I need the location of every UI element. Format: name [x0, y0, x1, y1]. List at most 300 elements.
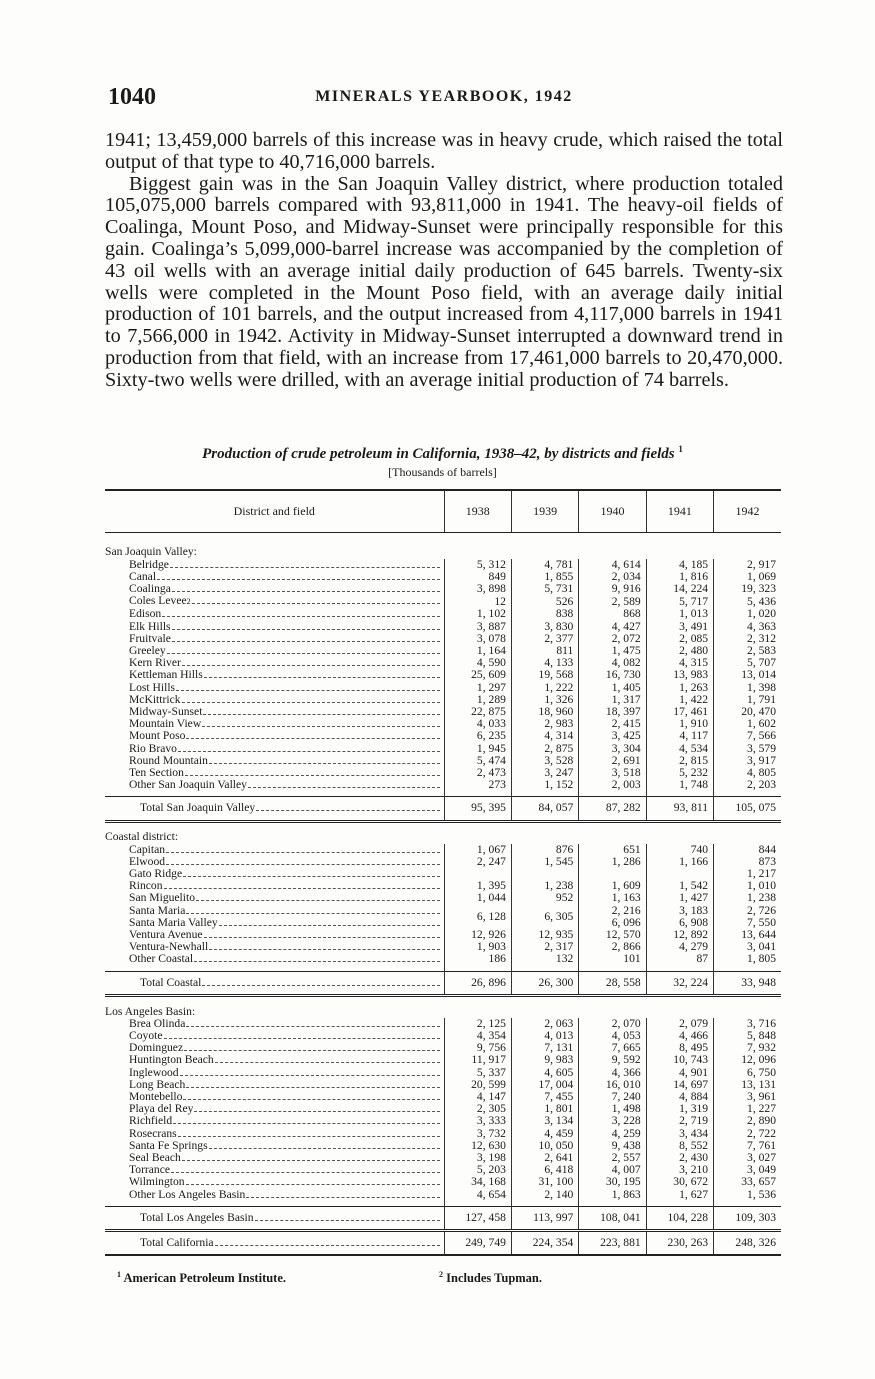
value-cell: 3, 041 — [714, 941, 781, 953]
dot-leader — [173, 1123, 439, 1124]
value-cell: 14, 224 — [646, 583, 713, 595]
subtotal-row — [105, 1206, 781, 1230]
row-label — [105, 1140, 444, 1152]
value-cell: 3, 210 — [646, 1164, 713, 1176]
value-cell: 25, 609 — [444, 669, 511, 681]
field-name: Canal — [129, 570, 157, 583]
value-cell: 18, 960 — [511, 706, 578, 718]
value-cell: 132 — [511, 953, 578, 971]
row-label — [105, 608, 444, 620]
value-cell: 2, 583 — [714, 645, 781, 657]
row-label-inner — [140, 1212, 444, 1224]
value-cell: 3, 830 — [511, 621, 578, 633]
value-cell: 4, 427 — [579, 621, 646, 633]
row-label-inner — [129, 657, 444, 669]
value-cell: 10, 050 — [511, 1140, 578, 1152]
value-cell: 1, 805 — [714, 953, 781, 971]
value-cell: 1, 791 — [714, 694, 781, 706]
grand-total-cell: 223, 881 — [579, 1231, 646, 1256]
dot-leader — [178, 1136, 440, 1137]
grand-total-row — [105, 1231, 781, 1256]
row-label-inner — [129, 718, 444, 730]
dot-leader — [157, 579, 439, 580]
value-cell: 873 — [714, 856, 781, 868]
dot-leader — [246, 1197, 439, 1198]
field-name: Belridge — [129, 558, 169, 571]
value-cell: 4, 007 — [579, 1164, 646, 1176]
footnote-mark: 2 — [439, 1270, 443, 1279]
value-cell: 7, 932 — [714, 1042, 781, 1054]
value-cell: 4, 053 — [579, 1030, 646, 1042]
value-cell: 22, 875 — [444, 706, 511, 718]
table-row — [105, 941, 781, 953]
value-cell: 87 — [646, 953, 713, 971]
row-label — [105, 844, 444, 856]
row-label-inner — [129, 880, 444, 892]
table-row — [105, 953, 781, 971]
dot-leader — [186, 738, 439, 739]
value-cell: 7, 240 — [579, 1091, 646, 1103]
row-label-inner — [129, 621, 444, 633]
dot-leader — [184, 1050, 439, 1051]
value-cell: 4, 259 — [579, 1128, 646, 1140]
value-cell: 9, 592 — [579, 1054, 646, 1066]
value-cell: 3, 049 — [714, 1164, 781, 1176]
paragraph-2: Biggest gain was in the San Joaquin Valley district, where production totaled 105,075,000 barrels compared with 93,811,000 in 1941. The heavy-oil fields of Coalinga, Mount Poso, and Midway-Sunset were principally responsible for this gain. Coalinga’s 5,099,000-barrel increase was accompanied by the completion of 43 oil wells with an average initial daily production of 645 barrels. Twenty-six wells were completed in the Mount Poso field, with an average daily initial production of 101 barrels, and the output increased from 4,117,000 barrels in 1941 to 7,566,000 in 1942. Activity in Midway-Sunset interrupted a downward trend in production from that field, with an increase from 17,461,000 barrels to 20,470,000. Sixty-two wells were drilled, with an average initial production of 74 barrels. — [105, 172, 783, 391]
group-title: San Joaquin Valley: — [105, 545, 197, 559]
row-label-inner — [129, 1018, 444, 1030]
value-cell: 2, 203 — [714, 779, 781, 797]
page-number: 1040 — [108, 84, 156, 110]
value-cell: 1, 945 — [444, 743, 511, 755]
field-name: Long Beach — [129, 1078, 186, 1091]
value-cell: 33, 657 — [714, 1176, 781, 1188]
table-row — [105, 1128, 781, 1140]
value-cell: 4, 805 — [714, 767, 781, 779]
value-cell: 1, 238 — [511, 880, 578, 892]
value-cell: 1, 163 — [579, 892, 646, 904]
row-label — [105, 868, 444, 880]
value-cell: 2, 726 — [714, 905, 781, 917]
value-cell: 7, 550 — [714, 917, 781, 929]
row-label-inner — [129, 1103, 444, 1115]
value-cell: 13, 131 — [714, 1079, 781, 1091]
value-cell: 1, 286 — [579, 856, 646, 868]
subtotal-cell: 33, 948 — [714, 971, 781, 995]
footnote-text: American Petroleum Institute. — [123, 1271, 287, 1286]
dot-leader — [209, 1148, 440, 1149]
value-cell: 1, 427 — [646, 892, 713, 904]
value-cell: 2, 072 — [579, 633, 646, 645]
value-cell: 868 — [579, 608, 646, 620]
row-label-inner — [129, 645, 444, 657]
value-cell: 1, 289 — [444, 694, 511, 706]
dot-leader — [182, 665, 440, 666]
grand-total-cell: 248, 326 — [714, 1231, 781, 1256]
row-label-inner — [129, 682, 444, 694]
value-cell: 4, 033 — [444, 718, 511, 730]
value-cell: 1, 297 — [444, 682, 511, 694]
dot-leader — [172, 591, 440, 592]
field-name: Total San Joaquin Valley — [140, 802, 256, 815]
row-label — [105, 1103, 444, 1115]
dot-leader — [176, 690, 439, 691]
value-cell: 12, 570 — [579, 929, 646, 941]
value-cell: 2, 480 — [646, 645, 713, 657]
row-label — [105, 1189, 444, 1207]
row-label-inner — [129, 905, 444, 917]
value-cell: 1, 326 — [511, 694, 578, 706]
value-cell: 1, 013 — [646, 608, 713, 620]
value-cell: 12, 892 — [646, 929, 713, 941]
grand-total-cell: 249, 749 — [444, 1231, 511, 1256]
row-label-inner — [129, 608, 444, 620]
value-cell: 2, 247 — [444, 856, 511, 868]
value-cell: 2, 691 — [579, 755, 646, 767]
table-row — [105, 905, 781, 917]
value-cell: 12, 935 — [511, 929, 578, 941]
value-cell: 4, 614 — [579, 559, 646, 571]
dot-leader — [219, 925, 440, 926]
value-cell: 7, 761 — [714, 1140, 781, 1152]
field-name: Torrance — [129, 1164, 171, 1177]
field-name: Total Coastal — [140, 976, 202, 989]
row-label — [105, 1067, 444, 1079]
dot-leader — [186, 1026, 439, 1027]
value-cell: 19, 568 — [511, 669, 578, 681]
value-cell: 17, 004 — [511, 1079, 578, 1091]
value-cell: 7, 131 — [511, 1042, 578, 1054]
field-name: Santa Maria — [129, 904, 186, 917]
value-cell: 5, 717 — [646, 595, 713, 608]
dot-leader — [185, 775, 440, 776]
row-label — [105, 1152, 444, 1164]
value-cell: 1, 238 — [714, 892, 781, 904]
row-label-inner — [129, 706, 444, 718]
field-name: Edison — [129, 608, 162, 621]
row-label-inner — [129, 1140, 444, 1152]
row-label-inner — [129, 1030, 444, 1042]
value-cell: 12, 630 — [444, 1140, 511, 1152]
subtotal-cell: 109, 303 — [714, 1206, 781, 1230]
field-name: Lost Hills — [129, 681, 176, 694]
value-cell: 1, 627 — [646, 1189, 713, 1207]
dot-leader — [248, 787, 440, 788]
row-label-inner — [129, 1189, 444, 1201]
field-name: Greeley — [129, 644, 166, 657]
value-cell: 4, 117 — [646, 730, 713, 742]
production-table — [105, 489, 781, 1256]
table-row — [105, 1189, 781, 1207]
dot-leader — [196, 900, 439, 901]
field-name: McKittrick — [129, 693, 181, 706]
value-cell: 3, 716 — [714, 1018, 781, 1030]
subtotal-cell: 104, 228 — [646, 1206, 713, 1230]
field-name: Dominguez — [129, 1042, 184, 1055]
value-cell: 3, 183 — [646, 905, 713, 917]
subtotal-cell: 26, 300 — [511, 971, 578, 995]
value-cell: 3, 333 — [444, 1115, 511, 1127]
row-label — [105, 657, 444, 669]
value-cell: 1, 227 — [714, 1103, 781, 1115]
value-cell: 3, 434 — [646, 1128, 713, 1140]
row-label — [105, 767, 444, 779]
value-cell: 1, 319 — [646, 1103, 713, 1115]
value-cell: 1, 010 — [714, 880, 781, 892]
field-name: Other Coastal — [129, 953, 194, 966]
group-title: Los Angeles Basin: — [105, 1004, 196, 1018]
row-label — [105, 1128, 444, 1140]
row-label-inner — [129, 743, 444, 755]
value-cell: 3, 304 — [579, 743, 646, 755]
row-label — [105, 755, 444, 767]
dot-leader — [166, 852, 439, 853]
dot-leader — [162, 616, 439, 617]
value-cell: 34, 168 — [444, 1176, 511, 1188]
value-cell: 5, 731 — [511, 583, 578, 595]
dot-leader — [215, 1062, 440, 1063]
field-name: Mountain View — [129, 718, 202, 731]
table-row — [105, 856, 781, 868]
value-cell: 2, 983 — [511, 718, 578, 730]
value-cell: 1, 910 — [646, 718, 713, 730]
value-cell: 2, 034 — [579, 571, 646, 583]
dot-leader — [204, 937, 440, 938]
value-cell: 1, 067 — [444, 844, 511, 856]
row-label-inner — [129, 917, 444, 929]
field-name: Huntington Beach — [129, 1054, 214, 1067]
value-cell: 3, 228 — [579, 1115, 646, 1127]
row-label-inner — [129, 844, 444, 856]
table-row — [105, 559, 781, 571]
value-cell: 6, 096 — [579, 917, 646, 929]
field-name: Santa Fe Springs — [129, 1139, 208, 1152]
row-label-inner — [129, 755, 444, 767]
dot-leader — [183, 876, 439, 877]
group-heading-row — [105, 995, 781, 1018]
value-cell: 952 — [511, 892, 578, 904]
row-label-inner — [129, 1164, 444, 1176]
field-name: Inglewood — [129, 1066, 179, 1079]
row-label — [105, 706, 444, 718]
field-name: San Miguelito — [129, 892, 196, 905]
field-name: Total California — [140, 1237, 214, 1250]
value-cell: 18, 397 — [579, 706, 646, 718]
value-cell: 2, 305 — [444, 1103, 511, 1115]
row-label-inner — [129, 1128, 444, 1140]
value-cell: 6, 418 — [511, 1164, 578, 1176]
field-name: Total Los Angeles Basin — [140, 1211, 254, 1224]
value-cell: 5, 848 — [714, 1030, 781, 1042]
value-cell: 4, 459 — [511, 1128, 578, 1140]
row-label-inner — [140, 802, 444, 814]
row-label-inner — [129, 595, 444, 608]
subtotal-cell: 108, 041 — [579, 1206, 646, 1230]
row-label — [105, 1018, 444, 1030]
subtotal-cell: 127, 458 — [444, 1206, 511, 1230]
row-label-inner — [129, 953, 444, 965]
value-cell: 1, 545 — [511, 856, 578, 868]
value-cell: 12, 926 — [444, 929, 511, 941]
row-label — [105, 953, 444, 971]
value-cell: 19, 323 — [714, 583, 781, 595]
field-name: Kern River — [129, 657, 181, 670]
row-label — [105, 929, 444, 941]
value-cell: 4, 314 — [511, 730, 578, 742]
value-cell: 13, 644 — [714, 929, 781, 941]
value-cell: 3, 425 — [579, 730, 646, 742]
dot-leader — [192, 603, 440, 604]
value-cell: 14, 697 — [646, 1079, 713, 1091]
value-cell: 2, 719 — [646, 1115, 713, 1127]
value-cell: 1, 152 — [511, 779, 578, 797]
footnote — [439, 1270, 542, 1286]
value-cell: 30, 195 — [579, 1176, 646, 1188]
value-cell: 4, 279 — [646, 941, 713, 953]
subtotal-cell: 95, 395 — [444, 797, 511, 821]
value-cell: 2, 557 — [579, 1152, 646, 1164]
value-cell: 876 — [511, 844, 578, 856]
value-cell: 2, 866 — [579, 941, 646, 953]
group-heading-row — [105, 821, 781, 844]
value-cell: 849 — [444, 571, 511, 583]
subtotal-cell: 87, 282 — [579, 797, 646, 821]
row-label-inner — [129, 730, 444, 742]
running-head — [108, 84, 780, 114]
dot-leader — [202, 726, 439, 727]
value-cell: 2, 125 — [444, 1018, 511, 1030]
table-row — [105, 669, 781, 681]
paragraph-1: 1941; 13,459,000 barrels of this increase was in heavy crude, which raised the total output of that type to 40,716,000 barrels. — [105, 129, 783, 173]
field-name: Playa del Rey — [129, 1103, 194, 1116]
grand-total-cell: 224, 354 — [511, 1231, 578, 1256]
row-label — [105, 1231, 444, 1256]
value-cell: 4, 366 — [579, 1067, 646, 1079]
subtotal-cell: 28, 558 — [579, 971, 646, 995]
value-cell: 16, 010 — [579, 1079, 646, 1091]
footnote-mark: 1 — [117, 1270, 121, 1279]
row-label — [105, 743, 444, 755]
row-label — [105, 892, 444, 904]
row-label-inner — [129, 559, 444, 571]
table-caption-text: Production of crude petroleum in California, 1938–42, by districts and fields — [202, 446, 675, 462]
table-row — [105, 730, 781, 742]
value-cell: 4, 590 — [444, 657, 511, 669]
field-name: Santa Maria Valley — [129, 916, 218, 929]
column-header-year: 1940 — [579, 490, 646, 532]
dot-leader — [172, 629, 440, 630]
field-name: Coyote — [129, 1030, 163, 1042]
value-cell: 1, 217 — [714, 868, 781, 880]
value-cell: 5, 436 — [714, 595, 781, 608]
field-name: Gato Ridge — [129, 867, 183, 880]
row-label-inner — [129, 1042, 444, 1054]
value-cell: 1, 422 — [646, 694, 713, 706]
value-cell: 3, 134 — [511, 1115, 578, 1127]
footnote — [117, 1270, 286, 1286]
field-name: Midway-Sunset — [129, 705, 203, 718]
value-cell: 526 — [511, 595, 578, 608]
value-cell: 1, 903 — [444, 941, 511, 953]
value-cell: 1, 069 — [714, 571, 781, 583]
value-cell: 6, 305 — [511, 905, 578, 929]
row-label — [105, 917, 444, 929]
value-cell: 4, 605 — [511, 1067, 578, 1079]
row-label-inner — [140, 1237, 444, 1249]
row-label — [105, 571, 444, 583]
value-cell: 2, 917 — [714, 559, 781, 571]
value-cell: 1, 020 — [714, 608, 781, 620]
value-cell: 4, 534 — [646, 743, 713, 755]
dot-leader — [183, 1099, 439, 1100]
value-cell: 2, 085 — [646, 633, 713, 645]
value-cell: 5, 474 — [444, 755, 511, 767]
row-label-inner — [129, 669, 444, 681]
value-cell: 1, 863 — [579, 1189, 646, 1207]
dot-leader — [186, 1087, 439, 1088]
value-cell: 4, 013 — [511, 1030, 578, 1042]
row-label — [105, 905, 444, 917]
table-row — [105, 844, 781, 856]
value-cell: 30, 672 — [646, 1176, 713, 1188]
field-name: Round Mountain — [129, 754, 208, 767]
table-row — [105, 1176, 781, 1188]
value-cell: 7, 566 — [714, 730, 781, 742]
value-cell: 1, 748 — [646, 779, 713, 797]
row-label — [105, 595, 444, 608]
row-label — [105, 1206, 444, 1230]
value-cell: 4, 354 — [444, 1030, 511, 1042]
value-cell: 1, 044 — [444, 892, 511, 904]
value-cell: 13, 983 — [646, 669, 713, 681]
dot-leader — [178, 751, 440, 752]
field-name: Coalinga — [129, 582, 171, 595]
value-cell: 1, 801 — [511, 1103, 578, 1115]
value-cell: 13, 014 — [714, 669, 781, 681]
value-cell: 5, 312 — [444, 559, 511, 571]
value-cell: 4, 363 — [714, 621, 781, 633]
row-label — [105, 1030, 444, 1042]
value-cell: 3, 898 — [444, 583, 511, 595]
field-name: Brea Olinda — [129, 1017, 186, 1030]
value-cell: 1, 164 — [444, 645, 511, 657]
column-header-year: 1938 — [444, 490, 511, 532]
field-name: Richfield — [129, 1115, 173, 1128]
dot-leader — [204, 677, 440, 678]
value-cell: 651 — [579, 844, 646, 856]
value-cell: 4, 082 — [579, 657, 646, 669]
value-cell: 1, 609 — [579, 880, 646, 892]
row-label-inner — [129, 571, 444, 583]
value-cell: 3, 887 — [444, 621, 511, 633]
value-cell: 12 — [444, 595, 511, 608]
dot-leader — [202, 985, 439, 986]
value-cell: 1, 602 — [714, 718, 781, 730]
row-label — [105, 941, 444, 953]
value-cell: 1, 475 — [579, 645, 646, 657]
table-body — [105, 532, 781, 1255]
value-cell: 1, 102 — [444, 608, 511, 620]
row-label — [105, 583, 444, 595]
value-cell: 4, 781 — [511, 559, 578, 571]
value-cell: 2, 003 — [579, 779, 646, 797]
column-header-year: 1939 — [511, 490, 578, 532]
row-label-inner — [129, 583, 444, 595]
subtotal-cell: 26, 896 — [444, 971, 511, 995]
field-name: Ventura-Newhall — [129, 941, 209, 954]
row-label-inner — [129, 1115, 444, 1127]
value-cell: 7, 455 — [511, 1091, 578, 1103]
